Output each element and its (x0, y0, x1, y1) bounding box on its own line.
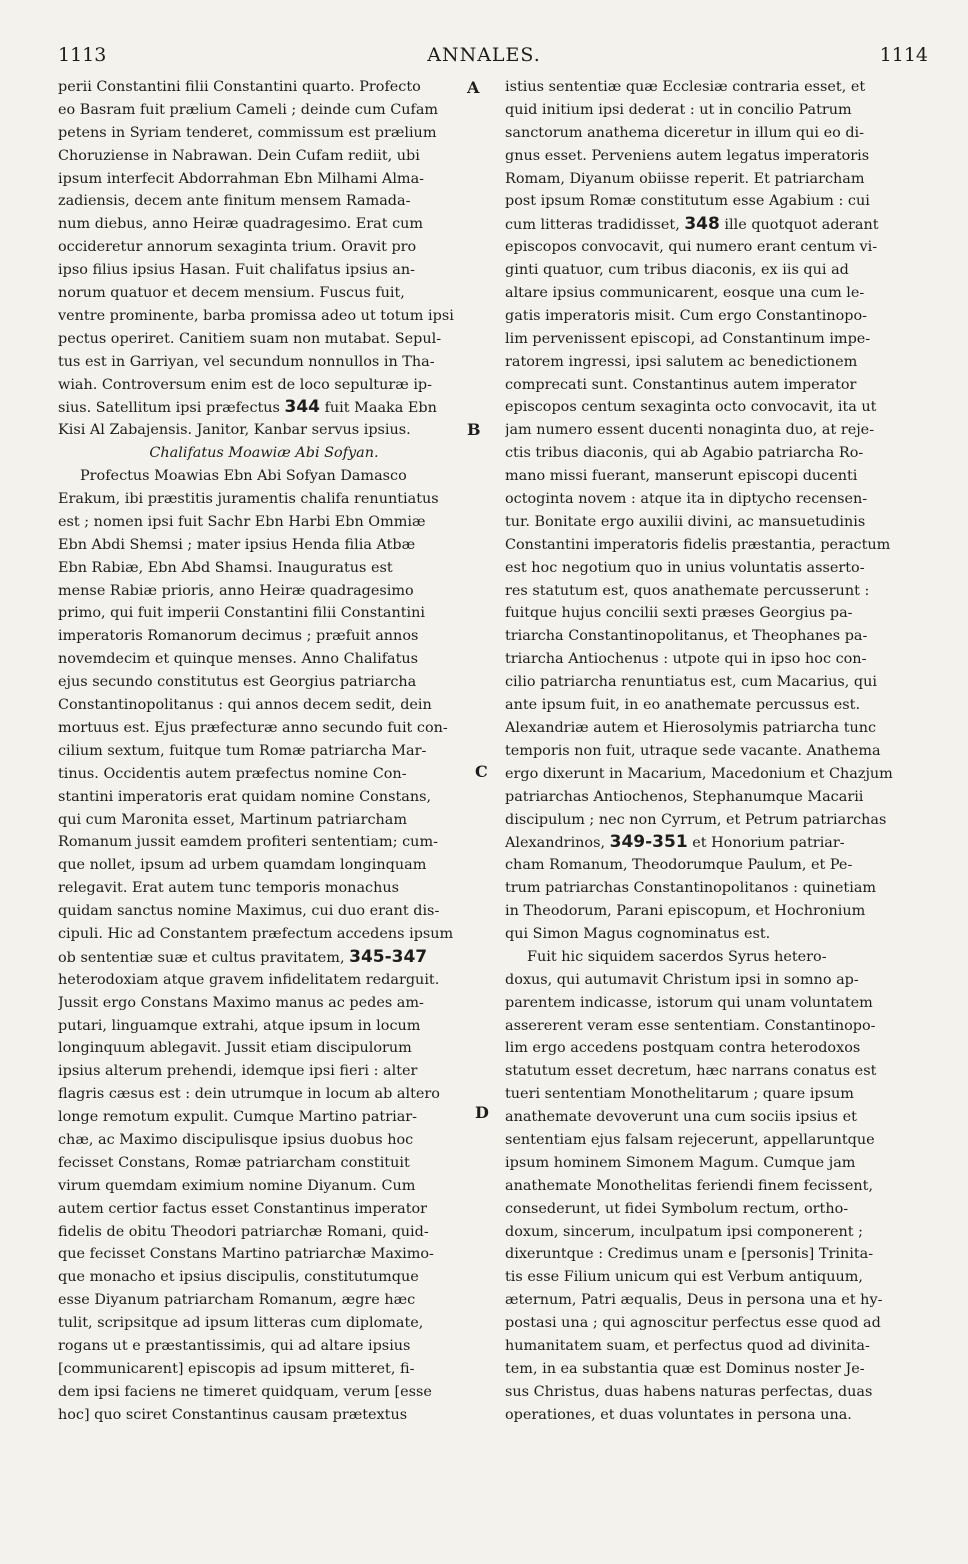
text-line: fidelis de obitu Theodori patriarchæ Romani, quid- (58, 1223, 429, 1240)
text-line: istius sententiæ quæ Ecclesiæ contraria esset, et (505, 79, 866, 95)
text-line: ginti quatuor, cum tribus diaconis, ex iis qui ad (505, 262, 849, 279)
text-line: ipso filius ipsius Hasan. Fuit chalifatus ipsius an- (58, 262, 415, 279)
text-line: quid initium ipsi dederat : ut in concilio Patrum (505, 101, 852, 118)
text-line: ratorem ingressi, ipsi salutem ac benedictionem (505, 353, 858, 370)
text-line: cilio patriarcha renuntiatus est, cum Macarius, qui (505, 674, 877, 691)
text-line: consederunt, ut fidei Symbolum rectum, ortho- (505, 1200, 849, 1217)
text-line: lim ergo accedens postquam contra heterodoxos (505, 1040, 861, 1057)
text-line: ipsum hominem Simonem Magum. Cumque jam (505, 1154, 856, 1171)
text-line: que fecisset Constans Martino patriarchæ Maximo- (58, 1246, 434, 1263)
text-line: norum quatuor et decem mensium. Fuscus fuit, (58, 285, 405, 302)
text-line: Choruziense in Nabrawan. Dein Cufam rediit, ubi (58, 147, 420, 164)
text-line: virum quemdam eximium nomine Diyanum. Cum (58, 1177, 416, 1194)
text-line: longinquum ablegavit. Jussit etiam discipulorum (58, 1040, 412, 1057)
text-line: que monacho et ipsius discipulis, constitutumque (58, 1269, 419, 1286)
reference-number: 349-351 (609, 832, 688, 853)
text-line: cipuli. Hic ad Constantem præfectum accedens ipsum (58, 925, 454, 942)
text-line: mano missi fuerant, manserunt episcopi ducenti (505, 468, 858, 485)
text-line: ctis tribus diaconis, qui ab Agabio patriarcha Ro- (505, 445, 864, 462)
text-line: post ipsum Romæ constitutum esse Agabium : cui (505, 193, 870, 210)
text-line: sententiam ejus falsam rejecerunt, appellaruntque (505, 1131, 875, 1148)
text-line: eo Basram fuit prælium Cameli ; deinde cum Cufam (58, 101, 439, 118)
section-marker-a: A (467, 78, 480, 97)
text-line: Kisi Al Zabajensis. Janitor, Kanbar servus ipsius. (58, 422, 411, 439)
reference-number: 345-347 (349, 946, 428, 967)
text-line: Fuit hic siquidem sacerdos Syrus hetero- (527, 948, 827, 965)
text-line: [communicarent] episcopis ad ipsum mitteret, fi- (58, 1360, 415, 1377)
text-line: triarcha Constantinopolitanus, et Theophanes pa- (505, 628, 868, 645)
text-line: res statutum est, quos anathemate percusserunt : (505, 582, 870, 599)
text-line: Ebn Rabiæ, Ebn Abd Shamsi. Inauguratus est (58, 559, 393, 576)
text-line: putari, linguamque extrahi, atque ipsum in locum (58, 1017, 421, 1034)
text-line: rogans ut e præstantissimis, qui ad altare ipsius (58, 1337, 411, 1354)
text-line: tem, in ea substantia quæ est Dominus noster Je- (505, 1360, 865, 1377)
text-line: ejus secundo constitutus est Georgius patriarcha (58, 674, 417, 691)
text-line: wiah. Controversum enim est de loco sepulturæ ip- (58, 376, 433, 393)
right-page-number: 1114 (879, 44, 928, 66)
text-line: novemdecim et quinque menses. Anno Chalifatus (58, 651, 419, 668)
text-line: ergo dixerunt in Macarium, Macedonium et Chazjum (505, 765, 893, 782)
text-line: stantini imperatoris erat quidam nomine Constans, (58, 788, 432, 805)
section-marker-c: C (475, 762, 488, 781)
text-line: postasi una ; qui agnoscitur perfectus esse quod ad (505, 1315, 881, 1332)
text-line: tinus. Occidentis autem præfectus nomine Con- (58, 765, 407, 782)
text-line: episcopos convocavit, qui numero erant centum vi- (505, 239, 878, 256)
text-line: doxus, qui autumavit Christum ipsi in somno ap- (505, 971, 859, 988)
text-line: longe remotum expulit. Cumque Martino patriar- (58, 1109, 418, 1126)
left-page-number: 1113 (58, 44, 107, 66)
text-line: tueri sententiam Monothelitarum ; quare ipsum (505, 1086, 854, 1103)
text-line: mortuus est. Ejus præfecturæ anno secundo fuit con- (58, 719, 448, 736)
text-line: Romanum jussit eamdem profiteri sententiam; cum- (58, 834, 438, 851)
text-line: temporis non fuit, utraque sede vacante. Anathema (505, 742, 881, 759)
text-line: Erakum, ibi præstitis juramentis chalifa renuntiatus (58, 491, 439, 508)
text-line: tur. Bonitate ergo auxilii divini, ac mansuetudinis (505, 513, 866, 530)
text-line: jam numero essent ducenti nonaginta duo, at reje- (505, 422, 875, 439)
text-line: tus est in Garriyan, vel secundum nonnullos in Tha- (58, 353, 435, 370)
text-line: relegavit. Erat autem tunc temporis monachus (58, 880, 400, 897)
text-line: Constantini imperatoris fidelis præstantia, peractum (505, 536, 891, 553)
text-line: discipulum ; nec non Cyrrum, et Petrum patriarchas (505, 811, 887, 828)
text-line: que nollet, ipsum ad urbem quamdam longinquam (58, 857, 427, 874)
text-line: tulit, scripsitque ad ipsum litteras cum diplomate, (58, 1315, 424, 1332)
text-line: autem certior factus esset Constantinus imperator (58, 1200, 428, 1217)
text-line: gatis imperatoris misit. Cum ergo Constantinopo- (505, 307, 867, 324)
text-line: Jussit ergo Constans Maximo manus ac pedes am- (58, 994, 424, 1011)
text-line: pectus operiret. Canitiem suam non mutabat. Sepul- (58, 330, 442, 347)
text-line: Romam, Diyanum obiisse reperit. Et patriarcham (505, 170, 865, 187)
text-line: statutum esset decretum, hæc narrans conatus est (505, 1063, 877, 1080)
text-line: imperatoris Romanorum decimus ; præfuit annos (58, 628, 419, 645)
text-line: ob sententiæ suæ et cultus pravitatem, 345-347 (58, 946, 428, 967)
text-line: dixeruntque : Credimus unam e [personis] Trinita- (505, 1246, 874, 1263)
text-line: flagris cæsus est : dein utrumque in locum ab altero (58, 1086, 440, 1103)
text-line: ante ipsum fuit, in eo anathemate percussus est. (505, 697, 861, 714)
text-line: heterodoxiam atque gravem infidelitatem redarguit. (58, 971, 440, 988)
text-line: cham Romanum, Theodorumque Paulum, et Pe- (505, 857, 853, 874)
text-line: fuitque hujus concilii sexti præses Georgius pa- (505, 605, 853, 622)
text-line: chæ, ac Maximo discipulisque ipsius duobus hoc (58, 1131, 414, 1148)
right-text-column (505, 76, 920, 1427)
text-line: comprecati sunt. Constantinus autem imperator (505, 376, 857, 393)
text-line: altare ipsius communicarent, eosque una cum le- (505, 285, 865, 302)
text-line: mense Rabiæ prioris, anno Heiræ quadragesimo (58, 582, 414, 599)
reference-number: 344 (284, 397, 321, 418)
text-line: anathemate Monothelitas feriendi finem fecissent, (505, 1177, 874, 1194)
text-line: perii Constantini filii Constantini quarto. Profecto (58, 79, 421, 95)
text-line: quidam sanctus nomine Maximus, cui duo erant dis- (58, 903, 440, 920)
text-line: octoginta novem : atque ita in diptycho recensen- (505, 491, 868, 508)
text-line: fecisset Constans, Romæ patriarcham constituit (58, 1154, 410, 1171)
text-line: hoc] quo sciret Constantinus causam prætextus (58, 1406, 408, 1423)
text-line: Constantinopolitanus : qui annos decem sedit, dein (58, 697, 432, 714)
text-line: ipsius alterum prehendi, idemque ipsi fieri : alter (58, 1063, 418, 1080)
section-marker-b: B (467, 420, 481, 439)
text-line: gnus esset. Perveniens autem legatus imperatoris (505, 147, 870, 164)
text-line: Chalifatus Moawiæ Abi Sofyan. (149, 445, 379, 462)
text-line: cum litteras tradidisset, 348 ille quotquot aderant (505, 214, 879, 235)
text-line: sus Christus, duas habens naturas perfectas, duas (505, 1383, 873, 1400)
text-line: esse Diyanum patriarcham Romanum, ægre hæc (58, 1292, 416, 1309)
text-line: lim pervenissent episcopi, ad Constantinum impe- (505, 330, 871, 347)
text-line: est ; nomen ipsi fuit Sachr Ebn Harbi Ebn Ommiæ (58, 513, 426, 530)
text-line: Alexandriæ autem et Hierosolymis patriarcha tunc (505, 719, 877, 736)
running-title: ANNALES. (427, 44, 541, 66)
text-line: tis esse Filium unicum qui est Verbum antiquum, (505, 1269, 863, 1286)
section-marker-d: D (475, 1103, 489, 1122)
text-line: episcopos centum sexaginta octo convocavit, ita ut (505, 399, 877, 416)
text-line: dem ipsi faciens ne timeret quidquam, verum [esse (58, 1383, 432, 1400)
text-line: æternum, Patri æqualis, Deus in persona una et hy- (505, 1292, 883, 1309)
left-text-column (58, 76, 470, 1427)
text-line: parentem indicasse, istorum qui unam voluntatem (505, 994, 873, 1011)
text-line: occideretur annorum sexaginta trium. Oravit pro (58, 239, 417, 256)
text-line: patriarchas Antiochenos, Stephanumque Macarii (505, 788, 864, 805)
text-line: operationes, et duas voluntates in persona una. (505, 1406, 852, 1423)
page-header (0, 44, 968, 74)
text-line: cilium sextum, fuitque tum Romæ patriarcha Mar- (58, 742, 427, 759)
text-line: anathemate devoverunt una cum sociis ipsius et (505, 1109, 857, 1126)
text-line: est hoc negotium quo in unius voluntatis asserto- (505, 559, 865, 576)
text-line: sanctorum anathema diceretur in illum qui eo di- (505, 124, 865, 141)
text-line: assererent veram esse sententiam. Constantinopo- (505, 1017, 876, 1034)
text-line: num diebus, anno Heiræ quadragesimo. Erat cum (58, 216, 424, 233)
text-line: Profectus Moawias Ebn Abi Sofyan Damasco (80, 468, 407, 485)
text-line: humanitatem suam, et perfectus quod ad divinita- (505, 1337, 870, 1354)
text-line: zadiensis, decem ante finitum mensem Ramada- (58, 193, 411, 210)
text-line: doxum, sincerum, inculpatum ipsi componerent ; (505, 1223, 863, 1240)
text-line: triarcha Antiochenus : utpote qui in ipso hoc con- (505, 651, 867, 668)
text-line: petens in Syriam tenderet, commissum est prælium (58, 124, 437, 141)
text-line: Ebn Abdi Shemsi ; mater ipsius Henda filia Atbæ (58, 536, 416, 553)
text-line: qui cum Maronita esset, Martinum patriarcham (58, 811, 408, 828)
text-line: ventre prominente, barba promissa adeo ut totum ipsi (58, 307, 454, 324)
text-line: ipsum interfecit Abdorrahman Ebn Milhami Alma- (58, 170, 425, 187)
text-line: in Theodorum, Parani episcopum, et Hochronium (505, 903, 866, 920)
text-line: qui Simon Magus cognominatus est. (505, 925, 771, 942)
text-line: Alexandrinos, 349-351 et Honorium patriar- (505, 832, 845, 853)
reference-number: 348 (684, 214, 720, 235)
text-line: trum patriarchas Constantinopolitanos : quinetiam (505, 880, 877, 897)
text-line: primo, qui fuit imperii Constantini filii Constantini (58, 605, 425, 622)
text-line: sius. Satellitum ipsi præfectus 344 fuit Maaka Ebn (58, 397, 437, 418)
